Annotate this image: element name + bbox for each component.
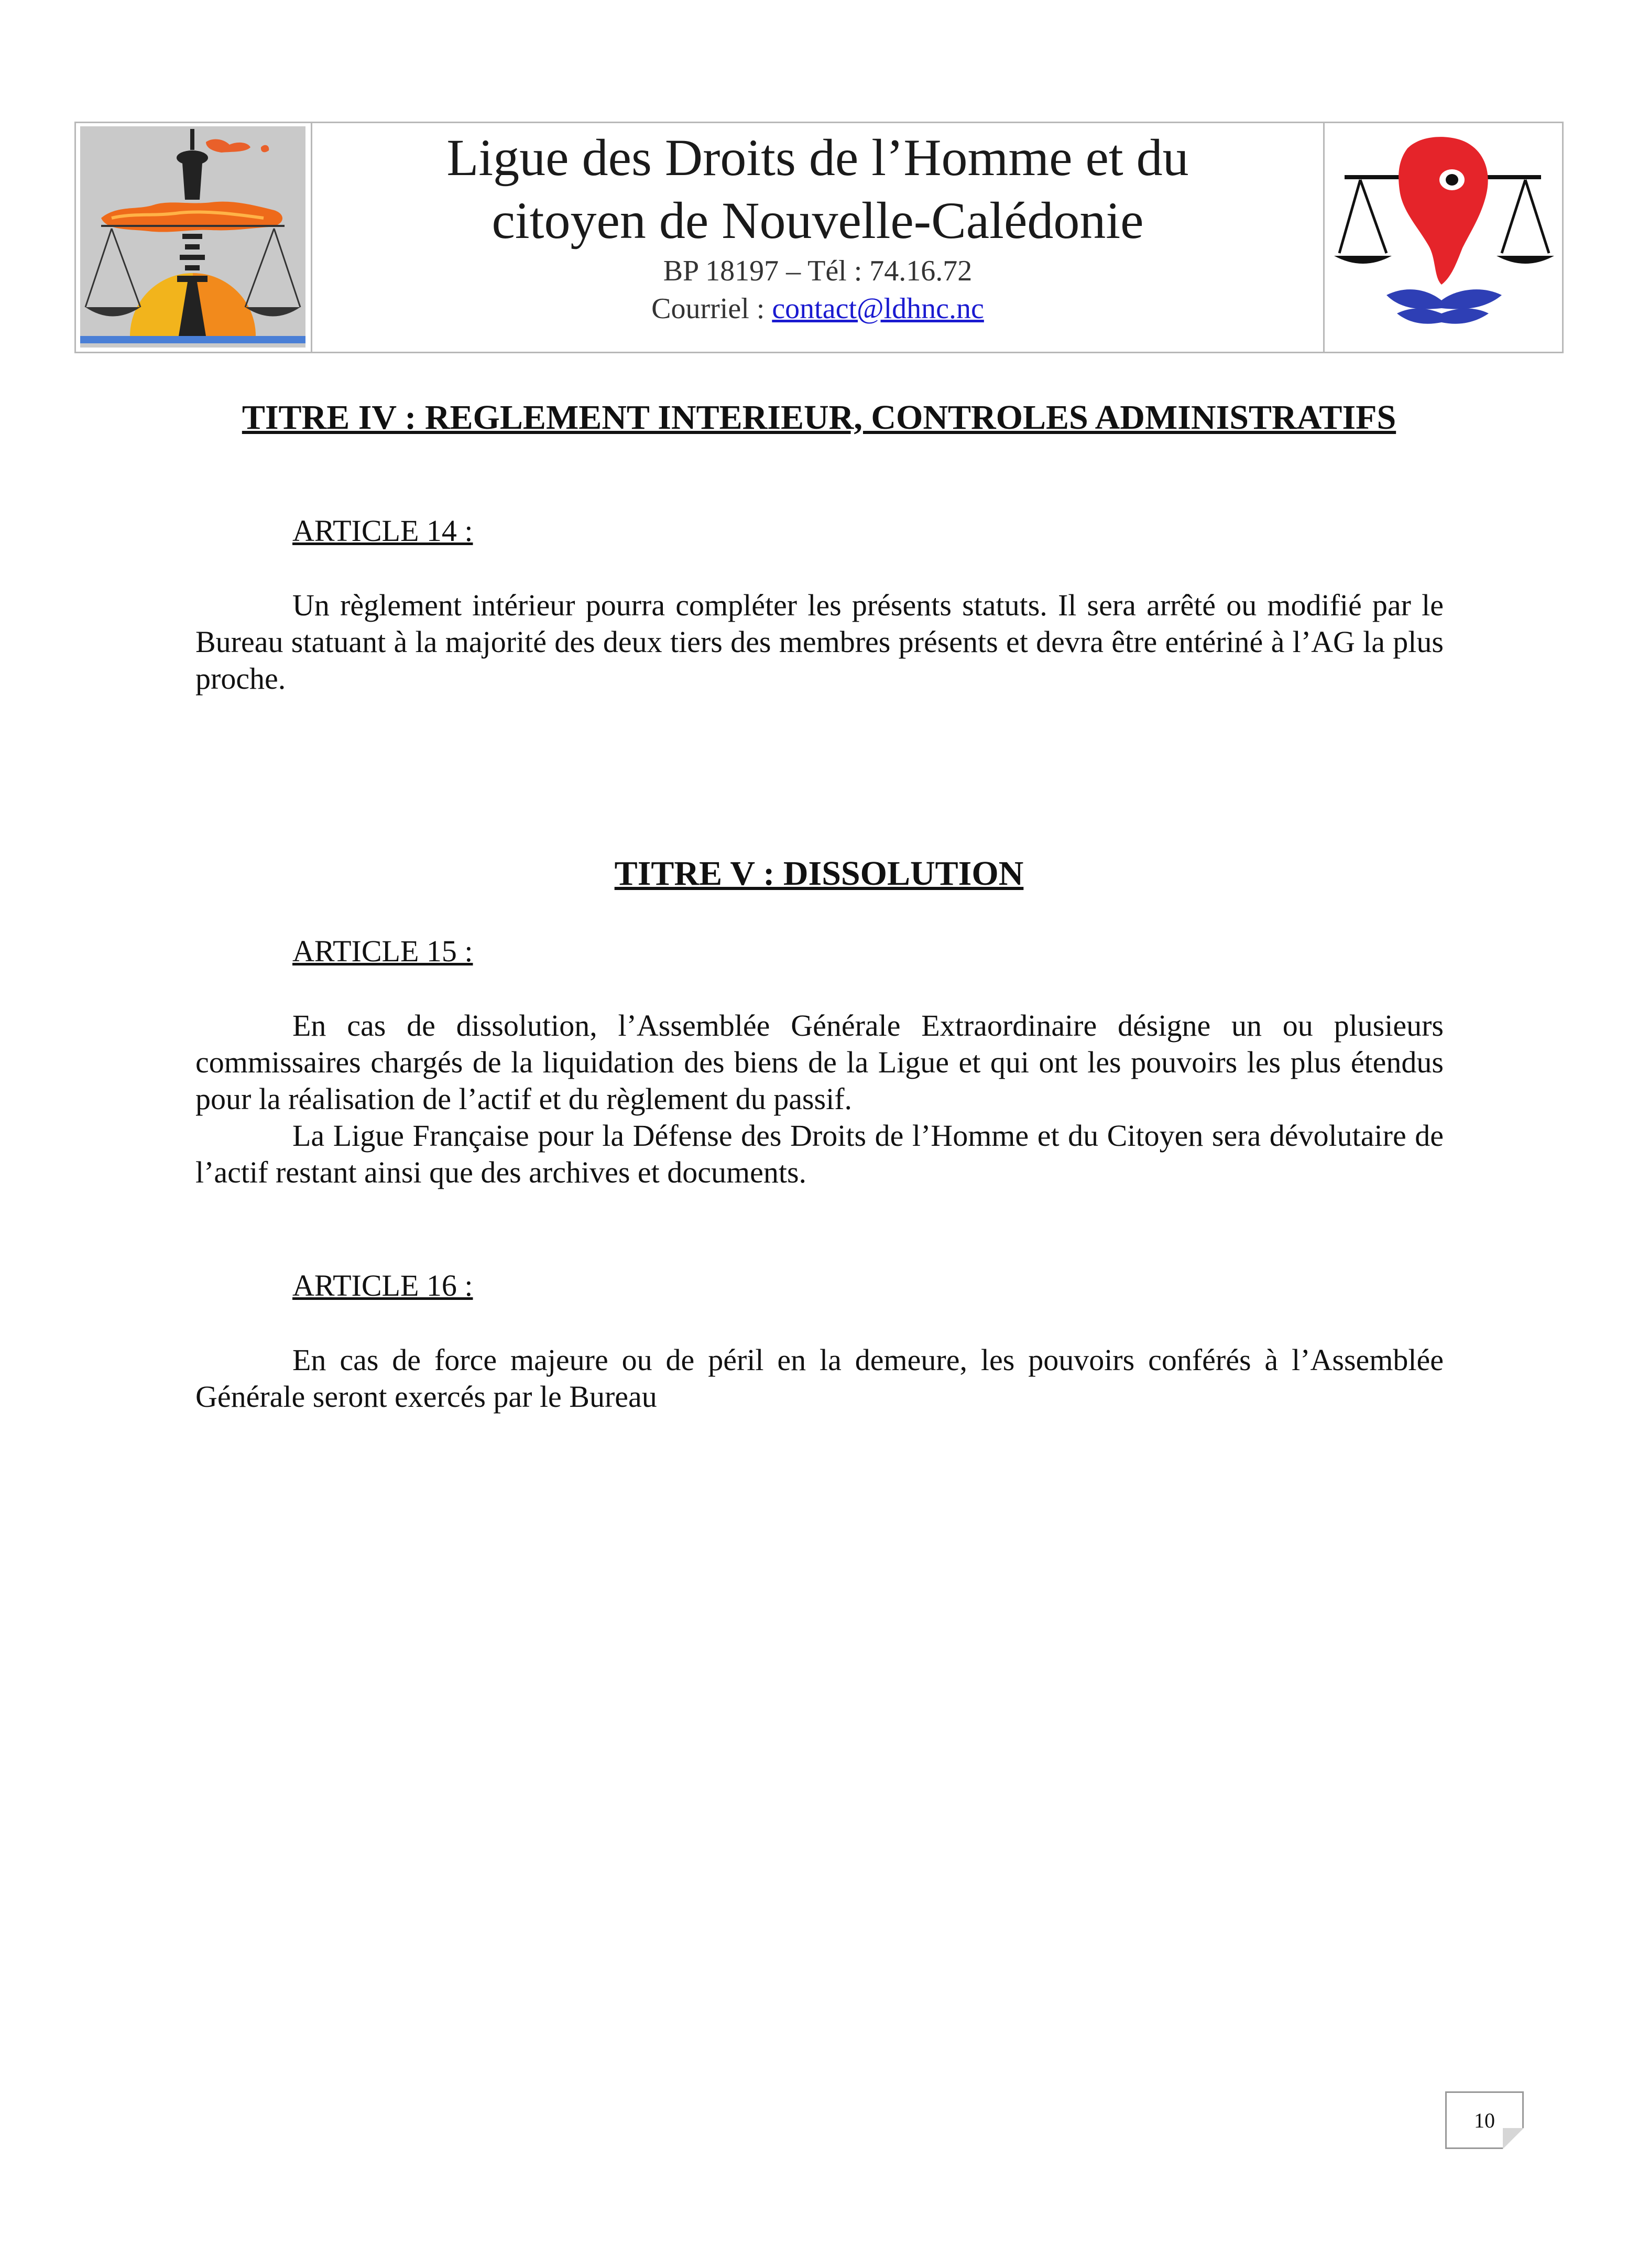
right-logo-cell [1323, 123, 1562, 352]
address-line: BP 18197 – Tél : 74.16.72 [663, 255, 973, 287]
article-16-label: ARTICLE 16 : [292, 1268, 473, 1303]
article-16-text: En cas de force majeure ou de péril en la demeure, les pouvoirs conférés à l’Assemblée Générale seront exercés par le Bureau [195, 1343, 1444, 1414]
titre-iv-heading: TITRE IV : REGLEMENT INTERIEUR, CONTROLES ADMINISTRATIFS [242, 398, 1396, 437]
page-number: 10 [1474, 2108, 1495, 2132]
email-line [312, 290, 1323, 328]
page-corner-fold-icon [1503, 2128, 1524, 2149]
article-14-text: Un règlement intérieur pourra compléter les présents statuts. Il sera arrêté ou modifié par le Bureau statuant à la majorité des deux tiers des membres présents et devra être entériné à l’AG la plus proche. [195, 588, 1444, 696]
email-label: Courriel : [651, 292, 772, 325]
left-logo-cell [76, 123, 312, 352]
letterhead [74, 122, 1564, 353]
org-name-line-1: Ligue des Droits de l’Homme et du [446, 128, 1189, 187]
letterhead-text [312, 123, 1323, 352]
page-number-box [1445, 2091, 1524, 2149]
article-15-text-1: En cas de dissolution, l’Assemblée Générale Extraordinaire désigne un ou plusieurs commissaires chargés de la liquidation des biens de la Ligue et qui ont les pouvoirs les plus étendus pour la réalisation de l’actif et du règlement du passif. [195, 1008, 1444, 1116]
article-15-text-2: La Ligue Française pour la Défense des Droits de l’Homme et du Citoyen sera dévolutaire de l’actif restant ainsi que des archives et documents. [195, 1119, 1444, 1189]
article-14-label: ARTICLE 14 : [292, 514, 473, 548]
article-15-label: ARTICLE 15 : [292, 934, 473, 968]
org-name-line-2: citoyen de Nouvelle-Calédonie [492, 191, 1144, 249]
titre-v-heading: TITRE V : DISSOLUTION [614, 854, 1024, 893]
email-link[interactable]: contact@ldhnc.nc [772, 292, 984, 325]
ldh-nc-logo-icon [80, 126, 305, 348]
scales-map-logo-icon [1329, 127, 1556, 348]
